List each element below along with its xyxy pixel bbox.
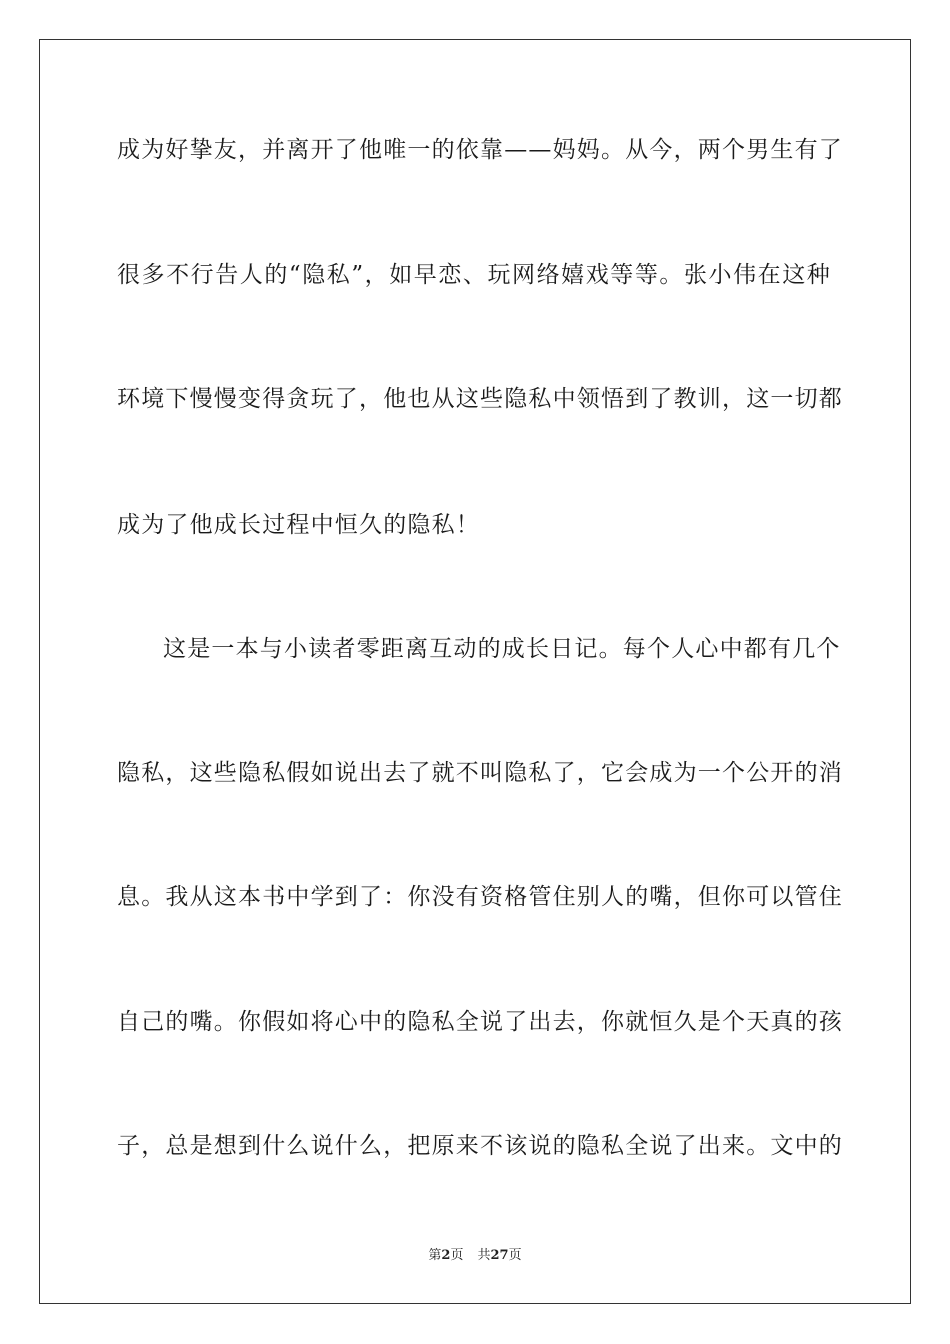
body-text-line: 子，总是想到什么说什么，把原来不该说的隐私全说了出来。文中的 <box>117 1133 843 1159</box>
page-number-label: 第2页 <box>428 1248 464 1263</box>
page-border <box>39 39 911 1304</box>
body-text-line: 很多不行告人的“隐私”，如早恋、玩网络嬉戏等等。张小伟在这种 <box>117 262 831 288</box>
paragraph-first-line: 这是一本与小读者零距离互动的成长日记。每个人心中都有几个 <box>163 636 841 662</box>
body-text-line: 息。我从这本书中学到了：你没有资格管住别人的嘴，但你可以管住 <box>117 884 843 910</box>
body-text-line: 自己的嘴。你假如将心中的隐私全说了出去，你就恒久是个天真的孩 <box>117 1009 843 1035</box>
total-pages-label: 共27页 <box>477 1248 522 1263</box>
body-text-line: 隐私，这些隐私假如说出去了就不叫隐私了，它会成为一个公开的消 <box>117 760 843 786</box>
body-text-line: 环境下慢慢变得贪玩了，他也从这些隐私中领悟到了教训，这一切都 <box>117 386 843 412</box>
body-text-line: 成为了他成长过程中恒久的隐私！ <box>117 512 480 538</box>
page-footer <box>0 1248 950 1264</box>
body-text-line: 成为好挚友，并离开了他唯一的依靠——妈妈。从今，两个男生有了 <box>117 137 843 163</box>
